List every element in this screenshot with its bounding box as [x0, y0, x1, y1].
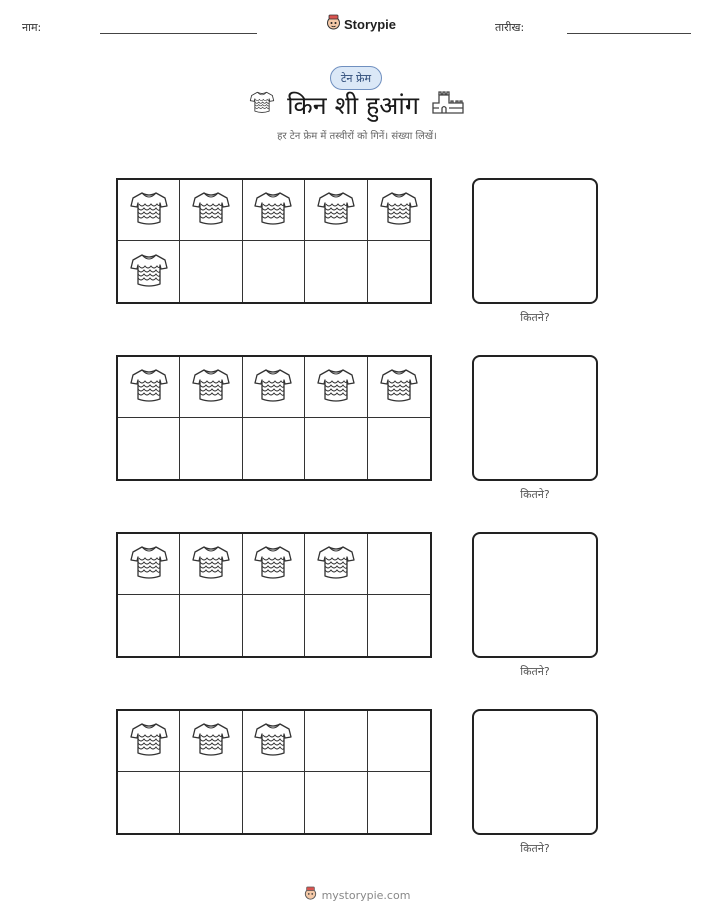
ten-frame-cell	[368, 711, 430, 772]
ten-frame-cell	[118, 418, 180, 479]
armor-shirt-icon	[253, 542, 293, 586]
ten-frame-cell	[305, 357, 367, 418]
ten-frame-cell	[305, 418, 367, 479]
ten-frame-2	[116, 355, 432, 481]
ten-frame-cell	[118, 772, 180, 833]
ten-frame-cell	[180, 418, 242, 479]
armor-shirt-icon	[253, 188, 293, 232]
ten-frame-cell	[368, 241, 430, 302]
answer-label-2: कितने?	[520, 488, 550, 501]
answer-box-3[interactable]	[472, 532, 598, 658]
ten-frame-cell	[118, 180, 180, 241]
ten-frame-cell	[180, 711, 242, 772]
ten-frame-cell	[368, 595, 430, 656]
ten-frame-cell	[243, 595, 305, 656]
ten-frame-cell	[180, 772, 242, 833]
name-line[interactable]	[100, 33, 257, 34]
storypie-logo-icon	[304, 886, 317, 904]
ten-frame-cell	[118, 357, 180, 418]
ten-frame-1	[116, 178, 432, 304]
ten-frame-cell	[368, 418, 430, 479]
armor-shirt-icon	[129, 542, 169, 586]
armor-shirt-icon	[316, 188, 356, 232]
footer	[0, 886, 714, 904]
ten-frame-cell	[368, 534, 430, 595]
ten-frame-cell	[180, 595, 242, 656]
ten-frame-4	[116, 709, 432, 835]
armor-shirt-icon	[249, 89, 275, 121]
armor-shirt-icon	[191, 719, 231, 763]
ten-frame-cell	[305, 772, 367, 833]
armor-shirt-icon	[129, 188, 169, 232]
ten-frame-cell	[305, 241, 367, 302]
answer-label-3: कितने?	[520, 665, 550, 678]
ten-frame-cell	[180, 180, 242, 241]
ten-frame-cell	[243, 418, 305, 479]
armor-shirt-icon	[191, 365, 231, 409]
ten-frame-cell	[180, 534, 242, 595]
armor-shirt-icon	[316, 365, 356, 409]
footer-url[interactable]: mystorypie.com	[321, 888, 411, 902]
ten-frame-cell	[305, 534, 367, 595]
worksheet-type-badge: टेन फ्रेम	[330, 66, 382, 90]
armor-shirt-icon	[191, 188, 231, 232]
ten-frame-cell	[243, 534, 305, 595]
armor-shirt-icon	[379, 188, 419, 232]
ten-frame-cell	[243, 772, 305, 833]
great-wall-icon	[431, 89, 465, 121]
date-line[interactable]	[567, 33, 691, 34]
ten-frame-cell	[305, 595, 367, 656]
name-label: नाम:	[22, 21, 42, 34]
ten-frame-cell	[118, 595, 180, 656]
ten-frame-cell	[243, 711, 305, 772]
answer-label-4: कितने?	[520, 842, 550, 855]
answer-label-1: कितने?	[520, 311, 550, 324]
answer-box-4[interactable]	[472, 709, 598, 835]
ten-frame-cell	[368, 357, 430, 418]
storypie-logo-icon	[326, 14, 341, 34]
armor-shirt-icon	[316, 542, 356, 586]
armor-shirt-icon	[253, 365, 293, 409]
armor-shirt-icon	[191, 542, 231, 586]
ten-frame-cell	[118, 534, 180, 595]
answer-box-2[interactable]	[472, 355, 598, 481]
ten-frame-cell	[368, 772, 430, 833]
title-row	[0, 88, 714, 122]
ten-frame-cell	[118, 241, 180, 302]
armor-shirt-icon	[129, 250, 169, 294]
ten-frame-cell	[243, 357, 305, 418]
instructions: हर टेन फ्रेम में तस्वीरों को गिनें। संख्या लिखें।	[277, 131, 437, 142]
ten-frame-cell	[180, 241, 242, 302]
ten-frame-cell	[118, 711, 180, 772]
ten-frame-cell	[368, 180, 430, 241]
brand-name: Storypie	[344, 16, 397, 32]
answer-box-1[interactable]	[472, 178, 598, 304]
ten-frame-cell	[243, 241, 305, 302]
ten-frame-cell	[305, 180, 367, 241]
armor-shirt-icon	[129, 365, 169, 409]
ten-frame-cell	[305, 711, 367, 772]
ten-frame-cell	[243, 180, 305, 241]
armor-shirt-icon	[253, 719, 293, 763]
date-label: तारीख:	[495, 21, 525, 34]
armor-shirt-icon	[129, 719, 169, 763]
ten-frame-cell	[180, 357, 242, 418]
brand-logo	[326, 14, 396, 34]
armor-shirt-icon	[379, 365, 419, 409]
page-title: किन शी हुआंग	[287, 91, 419, 120]
ten-frame-3	[116, 532, 432, 658]
